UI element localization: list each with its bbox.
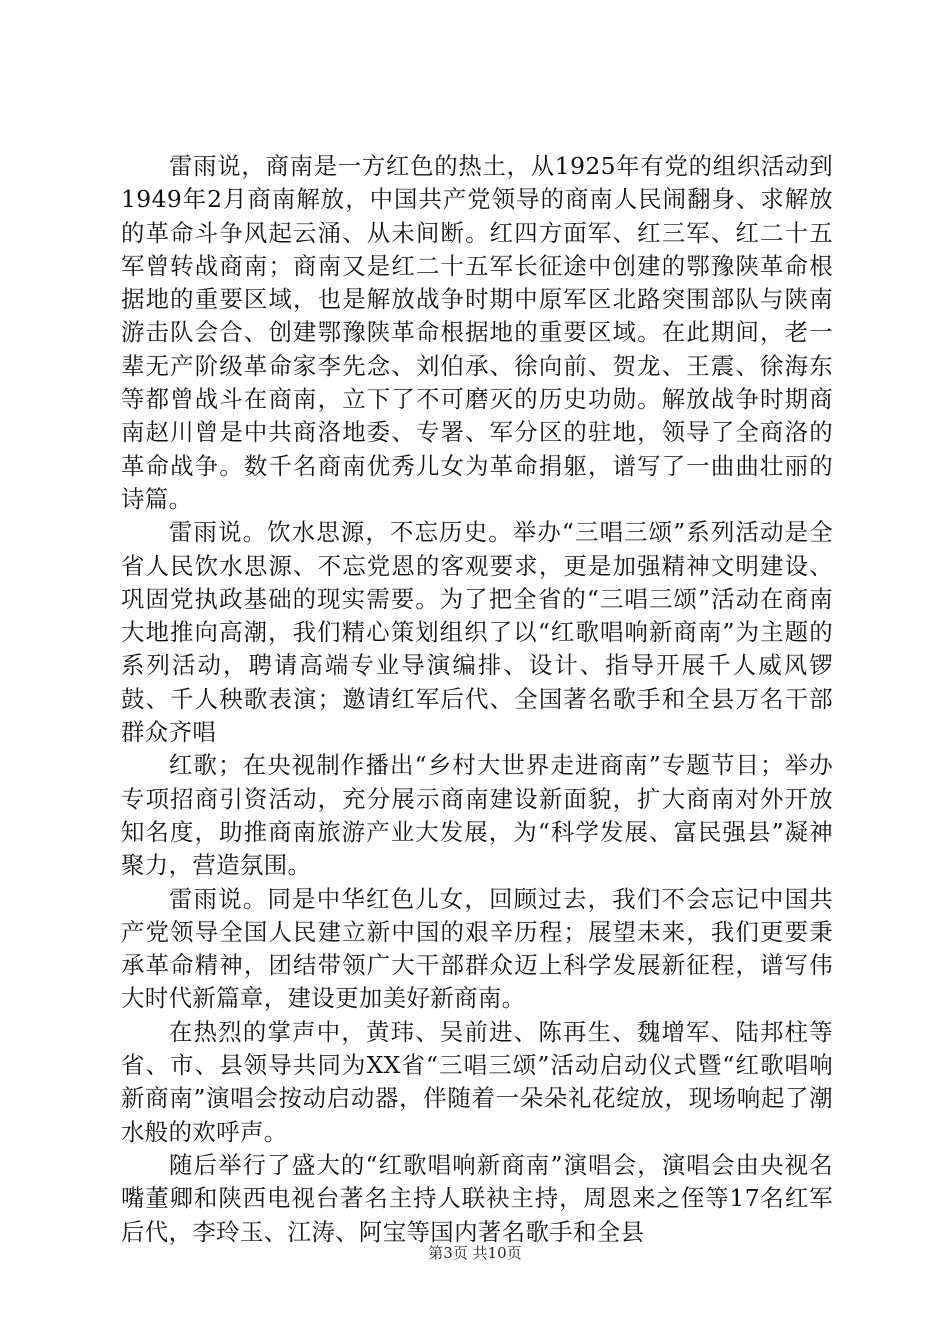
document-body xyxy=(121,150,833,1249)
paragraph-4: 雷雨说。同是中华红色儿女，回顾过去，我们不会忘记中国共产党领导全国人民建立新中国的艰辛历程；展望未来，我们更要秉承革命精神，团结带领广大干部群众迈上科学发展新征程，谱写伟大时代新篇章，建设更加美好新商南。 xyxy=(121,884,833,1013)
paragraph-6: 随后举行了盛大的“红歌唱响新商南”演唱会，演唱会由央视名嘴董卿和陕西电视台著名主持人联袂主持，周恩来之侄等17名红军后代，李玲玉、江涛、阿宝等国内著名歌手和全县 xyxy=(121,1150,833,1246)
paragraph-2: 雷雨说。饮水思源，不忘历史。举办“三唱三颂”系列活动是全省人民饮水思源、不忘党恩的客观要求，更是加强精神文明建设、巩固党执政基础的现实需要。为了把全省的“三唱三颂”活动在商南大地推向高潮，我们精心策划组织了以“红歌唱响新商南”为主题的系列活动，聘请高端专业导演编排、设计、指导开展千人威风锣鼓、千人秧歌表演；邀请红军后代、全国著名歌手和全县万名干部群众齐唱 xyxy=(121,518,833,747)
paragraph-3: 红歌；在央视制作播出“乡村大世界走进商南”专题节目；举办专项招商引资活动，充分展示商南建设新面貌，扩大商南对外开放知名度，助推商南旅游产业大发展，为“科学发展、富民强县”凝神聚力，营造氛围。 xyxy=(121,751,833,880)
page-number-footer: 第3页 共10页 xyxy=(428,1244,522,1262)
paragraph-1: 雷雨说，商南是一方红色的热土，从1925年有党的组织活动到1949年2月商南解放，中国共产党领导的商南人民闹翻身、求解放的革命斗争风起云涌、从未间断。红四方面军、红三军、红二十五军曾转战商南；商南又是红二十五军长征途中创建的鄂豫陕革命根据地的重要区域，也是解放战争时期中原军区北路突围部队与陕南游击队会合、创建鄂豫陕革命根据地的重要区域。在此期间，老一辈无产阶级革命家李先念、刘伯承、徐向前、贺龙、王震、徐海东等都曾战斗在商南，立下了不可磨灭的历史功勋。解放战争时期商南赵川曾是中共商洛地委、专署、军分区的驻地，领导了全商洛的革命战争。数千名商南优秀儿女为革命捐躯，谱写了一曲曲壮丽的诗篇。 xyxy=(121,152,833,513)
paragraph-5: 在热烈的掌声中，黄玮、吴前进、陈再生、魏增军、陆邦柱等省、市、县领导共同为XX省“三唱三颂”活动启动仪式暨“红歌唱响新商南”演唱会按动启动器，伴随着一朵朵礼花绽放，现场响起了潮水般的欢呼声。 xyxy=(121,1017,833,1146)
